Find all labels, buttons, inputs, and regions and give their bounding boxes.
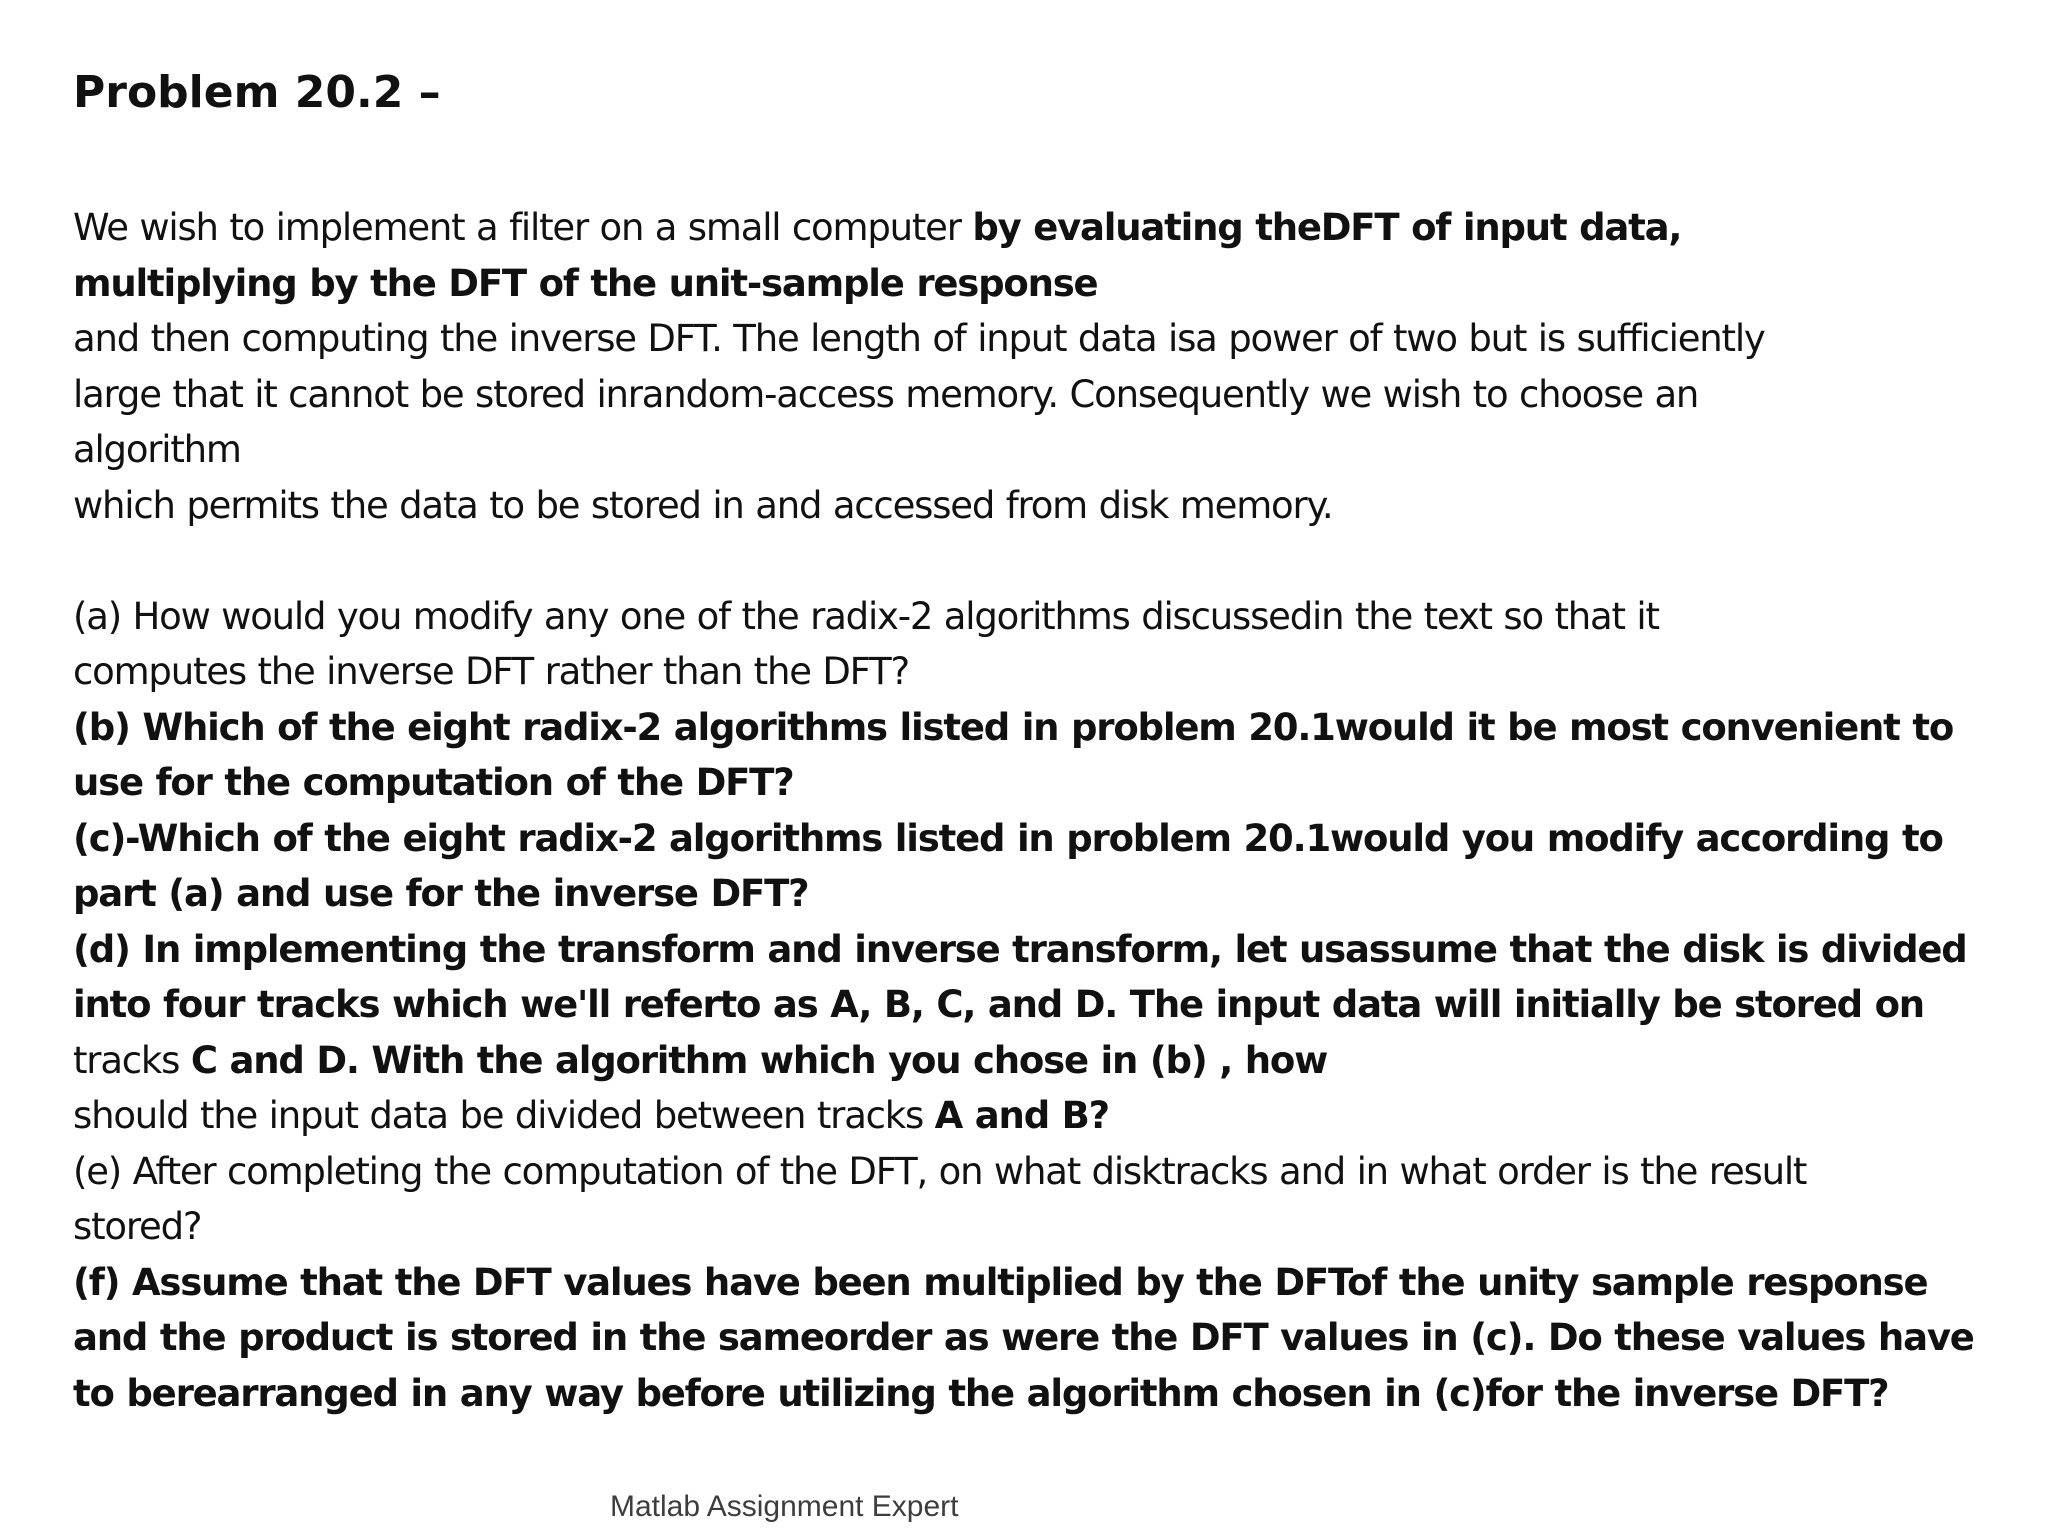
bold-text-segment: (c)-Which of the eight radix-2 algorithms listed in problem 20.1would you modify according to: [73, 816, 1943, 860]
text-segment: stored?: [73, 1205, 202, 1248]
bold-text-segment: and the product is stored in the sameorder as were the DFT values in (c). Do these values have: [73, 1316, 1974, 1359]
question-line: [73, 644, 1973, 700]
intro-line: [73, 200, 1973, 256]
question-line: [73, 1310, 1973, 1366]
text-segment: (e) After completing the computation of the DFT, on what disktracks and in what order is the result: [73, 1149, 1807, 1193]
bold-text-segment: multiplying by the DFT of the unit-sample response: [73, 261, 1098, 305]
question-line: [73, 1199, 1973, 1255]
intro-line: [73, 422, 1973, 478]
bold-text-segment: into four tracks which we'll referto as A, B, C, and D. The input data will initially be stored on: [73, 983, 1924, 1026]
text-segment: large that it cannot be stored inrandom-access memory. Consequently we wish to choose an: [73, 372, 1699, 416]
title-spacer: [73, 126, 1973, 200]
bold-text-segment: C and D. With the algorithm which you chose in (b) , how: [190, 1038, 1328, 1082]
bold-text-segment: to berearranged in any way before utilizing the algorithm chosen in (c)for the inverse DFT?: [73, 1371, 1889, 1415]
text-segment: We wish to implement a filter on a small computer: [73, 206, 973, 249]
text-segment: should the input data be divided between tracks: [73, 1094, 935, 1137]
bold-text-segment: (f) Assume that the DFT values have been multiplied by the DFTof the unity sample response: [73, 1260, 1928, 1304]
text-segment: algorithm: [73, 428, 241, 471]
bold-text-segment: (b) Which of the eight radix-2 algorithms listed in problem 20.1would it be most convenient to: [73, 705, 1954, 749]
bold-text-segment: by evaluating theDFT of input data,: [972, 206, 1682, 249]
question-line: [73, 977, 1973, 1033]
problem-intro: [73, 200, 1973, 533]
text-segment: computes the inverse DFT rather than the DFT?: [73, 650, 909, 693]
intro-line: [73, 256, 1973, 312]
text-segment: which permits the data to be stored in and accessed from disk memory.: [73, 483, 1333, 527]
intro-line: [73, 311, 1973, 367]
text-segment: (a) How would you modify any one of the radix-2 algorithms discussedin the text so that it: [73, 594, 1659, 638]
bold-text-segment: use for the computation of the DFT?: [73, 761, 794, 804]
question-line: [73, 1255, 1973, 1311]
question-line: [73, 589, 1973, 645]
intro-line: [73, 478, 1973, 534]
question-line: [73, 811, 1973, 867]
question-line: [73, 922, 1973, 978]
question-line: [73, 755, 1973, 811]
text-segment: and then computing the inverse DFT. The length of input data isa power of two but is sufficiently: [73, 317, 1765, 360]
question-line: [73, 1088, 1973, 1144]
question-line: [73, 1366, 1973, 1422]
paragraph-spacer: [73, 533, 1973, 589]
question-line: [73, 700, 1973, 756]
problem-title: Problem 20.2 –: [73, 67, 441, 118]
question-line: [73, 866, 1973, 922]
bold-text-segment: (d) In implementing the transform and inverse transform, let usassume that the disk is divided: [73, 927, 1967, 971]
bold-text-segment: A and B?: [934, 1094, 1109, 1137]
intro-line: [73, 367, 1973, 423]
text-segment: tracks: [73, 1038, 191, 1082]
document-page: [73, 60, 1973, 1421]
problem-questions: [73, 589, 1973, 1422]
question-line: [73, 1033, 1973, 1089]
bold-text-segment: part (a) and use for the inverse DFT?: [73, 872, 809, 915]
footer-watermark: Matlab Assignment Expert: [610, 1490, 959, 1523]
question-line: [73, 1144, 1973, 1200]
